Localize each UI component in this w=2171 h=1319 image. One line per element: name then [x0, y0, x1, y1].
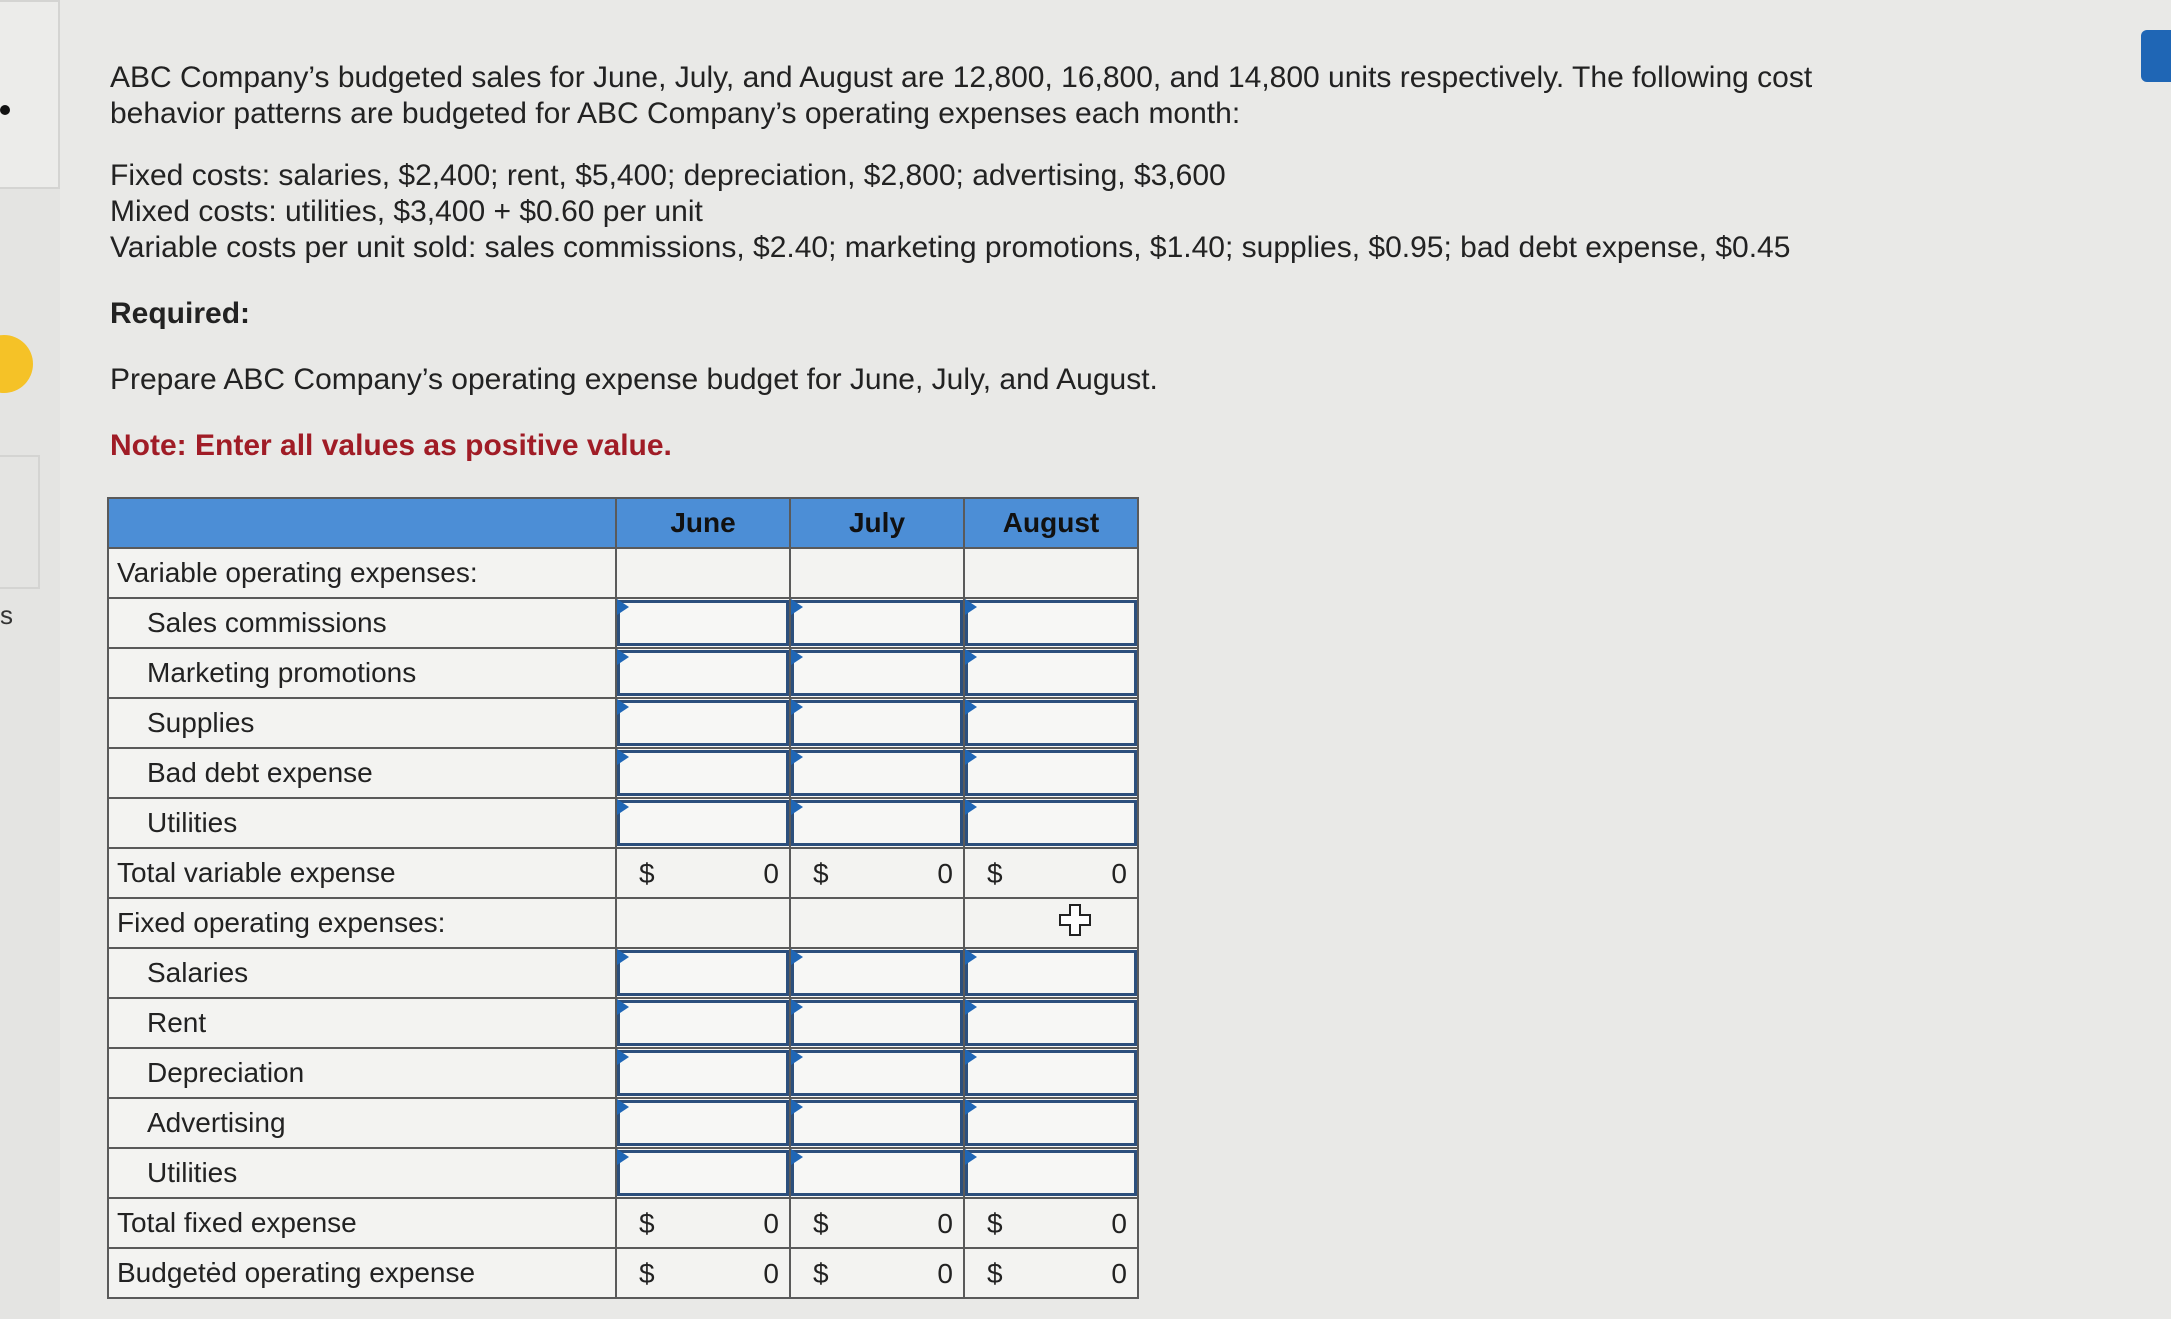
advertising-july-input[interactable] — [791, 1100, 963, 1146]
supplies-july-input[interactable] — [791, 700, 963, 746]
flag-icon — [791, 1049, 803, 1065]
depreciation-july-input[interactable] — [791, 1050, 963, 1096]
bullet-dot-icon — [0, 105, 10, 115]
budgeted-july: 0 — [937, 1258, 953, 1289]
depreciation-june-input[interactable] — [617, 1050, 789, 1096]
row-label-variable-utilities: Utilities — [108, 798, 616, 848]
flag-icon — [791, 699, 803, 715]
salaries-august-input[interactable] — [965, 950, 1137, 996]
header-august: August — [964, 498, 1138, 548]
fixed-utilities-july-input[interactable] — [791, 1150, 963, 1196]
row-label-marketing-promotions: Marketing promotions — [108, 648, 616, 698]
variable-costs-text: Variable costs per unit sold: sales commissions, $2.40; marketing promotions, $1.40; supplies, $0.95; bad debt expense, $0.45 — [110, 231, 1791, 264]
flag-icon — [965, 1149, 977, 1165]
flag-icon — [617, 1099, 629, 1115]
table-row — [108, 998, 1138, 1048]
flag-icon — [791, 949, 803, 965]
flag-icon — [617, 999, 629, 1015]
advertising-august-input[interactable] — [965, 1100, 1137, 1146]
variable-section-label: Variable operating expenses: — [108, 548, 616, 598]
budgeted-operating-label: Budgetėd operating expense — [108, 1248, 616, 1298]
table-row — [108, 748, 1138, 798]
table-row — [108, 1098, 1138, 1148]
flag-icon — [791, 599, 803, 615]
variable-utilities-august-input[interactable] — [965, 800, 1137, 846]
left-panel — [0, 0, 60, 189]
flag-icon — [791, 799, 803, 815]
total-variable-row: Total variable expense $ 0 $ 0 $ 0 — [108, 848, 1138, 898]
mixed-costs-text: Mixed costs: utilities, $3,400 + $0.60 per unit — [110, 195, 703, 228]
left-sidebar-strip — [0, 0, 60, 1319]
total-fixed-july: 0 — [937, 1208, 953, 1239]
budgeted-august: 0 — [1111, 1258, 1127, 1289]
row-label-salaries: Salaries — [108, 948, 616, 998]
row-label-advertising: Advertising — [108, 1098, 616, 1148]
flag-icon — [965, 999, 977, 1015]
flag-icon — [791, 999, 803, 1015]
supplies-august-input[interactable] — [965, 700, 1137, 746]
marketing-promotions-august-input[interactable] — [965, 650, 1137, 696]
plus-cursor-icon — [1058, 903, 1092, 937]
question-text — [110, 60, 1960, 494]
marketing-promotions-june-input[interactable] — [617, 650, 789, 696]
budgeted-operating-row: Budgetėd operating expense $ 0 $ 0 $ 0 — [108, 1248, 1138, 1298]
row-label-rent: Rent — [108, 998, 616, 1048]
row-label-supplies: Supplies — [108, 698, 616, 748]
fixed-utilities-august-input[interactable] — [965, 1150, 1137, 1196]
side-tab-button[interactable] — [2141, 30, 2171, 82]
salaries-june-input[interactable] — [617, 950, 789, 996]
supplies-june-input[interactable] — [617, 700, 789, 746]
required-text: Prepare ABC Company’s operating expense budget for June, July, and August. — [110, 363, 1158, 396]
table-row — [108, 648, 1138, 698]
flag-icon — [965, 749, 977, 765]
fixed-section-label: Fixed operating expenses: — [108, 898, 616, 948]
flag-icon — [617, 1049, 629, 1065]
flag-icon — [965, 799, 977, 815]
total-variable-label: Total variable expense — [108, 848, 616, 898]
flag-icon — [965, 1099, 977, 1115]
sales-commissions-june-input[interactable] — [617, 600, 789, 646]
header-blank — [108, 498, 616, 548]
rent-july-input[interactable] — [791, 1000, 963, 1046]
flag-icon — [791, 649, 803, 665]
budgeted-june: 0 — [763, 1258, 779, 1289]
table-row — [108, 948, 1138, 998]
flag-icon — [617, 749, 629, 765]
marketing-promotions-july-input[interactable] — [791, 650, 963, 696]
total-fixed-august: 0 — [1111, 1208, 1127, 1239]
fixed-utilities-june-input[interactable] — [617, 1150, 789, 1196]
row-label-sales-commissions: Sales commissions — [108, 598, 616, 648]
bad-debt-june-input[interactable] — [617, 750, 789, 796]
header-july: July — [790, 498, 964, 548]
row-label-bad-debt-expense: Bad debt expense — [108, 748, 616, 798]
flag-icon — [617, 649, 629, 665]
fixed-section-row — [108, 898, 1138, 948]
variable-section-row — [108, 548, 1138, 598]
flag-icon — [965, 599, 977, 615]
total-fixed-row: Total fixed expense $ 0 $ 0 $ 0 — [108, 1198, 1138, 1248]
table-row — [108, 798, 1138, 848]
flag-icon — [617, 949, 629, 965]
row-label-fixed-utilities: Utilities — [108, 1148, 616, 1198]
left-panel-lower — [0, 455, 40, 589]
flag-icon — [791, 749, 803, 765]
question-line-2: behavior patterns are budgeted for ABC Company’s operating expenses each month: — [110, 97, 1241, 130]
header-june: June — [616, 498, 790, 548]
depreciation-august-input[interactable] — [965, 1050, 1137, 1096]
flag-icon — [617, 799, 629, 815]
flag-icon — [617, 599, 629, 615]
rent-june-input[interactable] — [617, 1000, 789, 1046]
salaries-july-input[interactable] — [791, 950, 963, 996]
note-text: Note: Enter all values as positive value. — [110, 429, 672, 462]
sales-commissions-august-input[interactable] — [965, 600, 1137, 646]
flag-icon — [791, 1099, 803, 1115]
question-line-1: ABC Company’s budgeted sales for June, July, and August are 12,800, 16,800, and 14,800 units respectively. The following cost — [110, 61, 1813, 94]
variable-utilities-july-input[interactable] — [791, 800, 963, 846]
table-row — [108, 598, 1138, 648]
fixed-costs-text: Fixed costs: salaries, $2,400; rent, $5,400; depreciation, $2,800; advertising, $3,600 — [110, 159, 1226, 192]
total-variable-august: 0 — [1111, 858, 1127, 889]
variable-utilities-june-input[interactable] — [617, 800, 789, 846]
required-label: Required: — [110, 297, 251, 330]
advertising-june-input[interactable] — [617, 1100, 789, 1146]
left-edge-letter: s — [0, 600, 13, 630]
total-variable-july: 0 — [937, 858, 953, 889]
bad-debt-august-input[interactable] — [965, 750, 1137, 796]
flag-icon — [965, 699, 977, 715]
flag-icon — [965, 649, 977, 665]
flag-icon — [617, 699, 629, 715]
table-row — [108, 1048, 1138, 1098]
rent-august-input[interactable] — [965, 1000, 1137, 1046]
operating-expense-budget-table — [107, 497, 1139, 1299]
row-label-depreciation: Depreciation — [108, 1048, 616, 1098]
total-fixed-june: 0 — [763, 1208, 779, 1239]
table-row — [108, 698, 1138, 748]
bad-debt-july-input[interactable] — [791, 750, 963, 796]
sales-commissions-july-input[interactable] — [791, 600, 963, 646]
flag-icon — [965, 1049, 977, 1065]
total-fixed-label: Total fixed expense — [108, 1198, 616, 1248]
flag-icon — [791, 1149, 803, 1165]
flag-icon — [965, 949, 977, 965]
table-row — [108, 1148, 1138, 1198]
total-variable-june: 0 — [763, 858, 779, 889]
table-header-row — [108, 498, 1138, 548]
flag-icon — [617, 1149, 629, 1165]
